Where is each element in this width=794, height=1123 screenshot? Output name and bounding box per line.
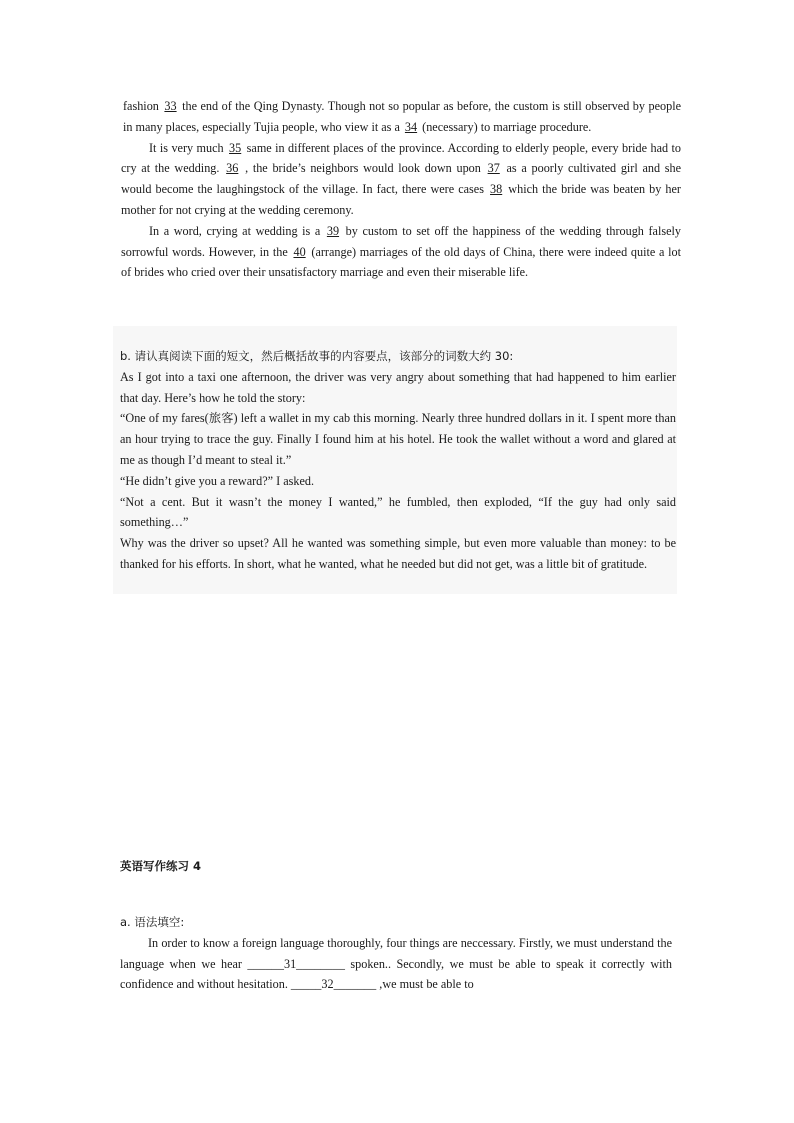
exercise-4-title: 英语写作练习 4 <box>120 859 202 873</box>
exercise-4 <box>120 912 672 995</box>
blank-37: 37 <box>487 161 500 176</box>
section-b-instruction: b. 请认真阅读下面的短文，然后概括故事的内容要点，该部分的词数大约 30: <box>120 349 514 363</box>
story-line-5: Why was the driver so upset? All he wanted was something simple, but even more valuable than money: to be thanked for his efforts. In short, what he wanted, what he needed but did not get, was a little bit of gratitude. <box>120 536 676 571</box>
exercise-4-paragraph: In order to know a foreign language thoroughly, four things are neccessary. Firstly, we must understand the language when we hear ______31________ spoken.. Secondly, we must be able to speak it correctly with confidence and without hesitation. _____32_______ ,we must be able to <box>120 935 672 992</box>
blank-35: 35 <box>229 140 242 155</box>
cloze-passage <box>121 96 681 283</box>
blank-39: 39 <box>326 223 340 238</box>
paragraph-2: It is very much 35 same in different places of the province. According to elderly people, every bride had to cry at the wedding. 36 , the bride’s neighbors would look down upon 37 as a poorly cultivated girl and she would become the laughingstock of the village. In fact, there were cases 38 which the bride was beaten by her mother for not crying at the wedding ceremony. <box>121 140 682 217</box>
blank-38: 38 <box>490 182 503 197</box>
blank-36: 36 <box>226 161 239 176</box>
blank-40: 40 <box>293 244 306 259</box>
paragraph-3: In a word, crying at wedding is a 39 by custom to set off the happiness of the wedding through falsely sorrowful words. However, in the 40 (arrange) marriages of the old days of China, there were indeed quite a lot of brides who cried over their unsatisfactory marriage and even their miserable life. <box>121 223 681 280</box>
paragraph-1: fashion 33 the end of the Qing Dynasty. Though not so popular as before, the custom is still observed by people in many places, especially Tujia people, who view it as a 34 (necessary) to marriage procedure. <box>123 99 681 134</box>
blank-33: 33 <box>164 99 177 113</box>
story-line-2: “One of my fares(旅客) left a wallet in my cab this morning. Nearly three hundred dollars in it. I spent more than an hour trying to trace the guy. Finally I found him at his hotel. He took the wallet without a word and glared at me as though I’d meant to steal it.” <box>120 411 676 467</box>
story-line-1: As I got into a taxi one afternoon, the driver was very angry about something that had happened to him earlier that day. Here’s how he told the story: <box>120 369 676 405</box>
section-b <box>120 346 676 575</box>
story-line-3: “He didn’t give you a reward?” I asked. <box>120 473 315 488</box>
blank-34: 34 <box>404 119 418 134</box>
exercise-4-label: a. 语法填空: <box>120 915 185 929</box>
story-line-4: “Not a cent. But it wasn’t the money I wanted,” he fumbled, then exploded, “If the guy had only said something…” <box>120 494 676 530</box>
